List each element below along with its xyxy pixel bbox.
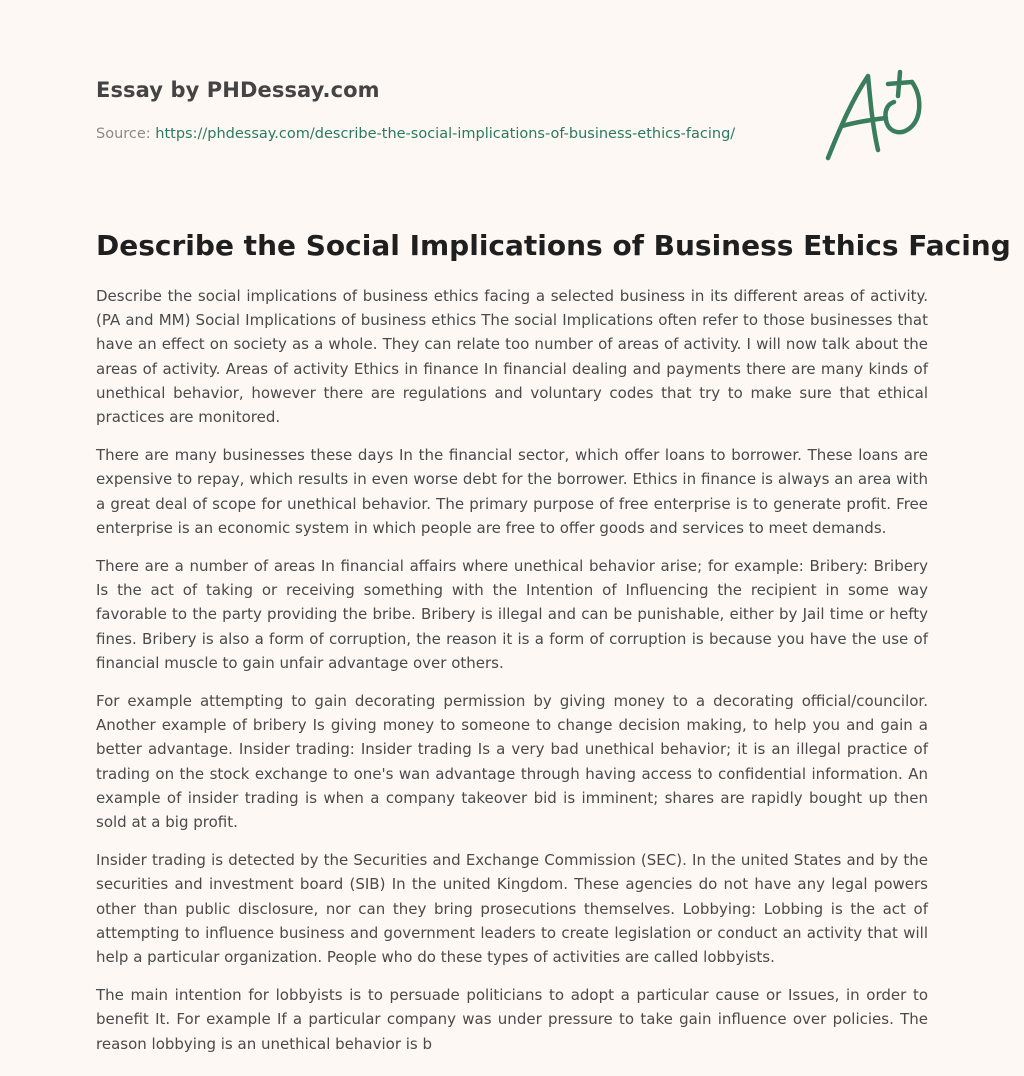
essay-paragraph: Describe the social implications of business ethics facing a selected business in its different areas of activity. (PA and MM) Social Implications of business ethics The social Implications often refer to those businesses that have an effect on society as a whole. They can relate too number of areas of activity. I will now talk about the areas of activity. Areas of activity Ethics in finance In financial dealing and payments there are many kinds of unethical behavior, however there are regulations and voluntary codes that try to make sure that ethical practices are monitored. xyxy=(96,287,928,427)
site-brand: Essay by PHDessay.com xyxy=(96,78,380,102)
source-link[interactable]: https://phdessay.com/describe-the-social-implications-of-business-ethics-facing/ xyxy=(155,126,736,142)
essay-body xyxy=(96,284,928,1070)
essay-paragraph: For example attempting to gain decorating permission by giving money to a decorating official/councilor. Another example of bribery Is giving money to someone to change decision making, to help you and gain a better advantage. Insider trading: Insider trading Is a very bad unethical behavior; it is an illegal practice of trading on the stock exchange to one's wan advantage through having access to confidential information. An example of insider trading is when a company takeover bid is imminent; shares are rapidly bought up then sold at a big profit. xyxy=(96,692,928,832)
a-plus-grade-logo-icon xyxy=(822,66,930,166)
source-line xyxy=(96,124,796,144)
source-label: Source: xyxy=(96,126,156,142)
essay-title: Describe the Social Implications of Business Ethics Facing xyxy=(96,229,1011,262)
essay-paragraph: There are many businesses these days In the financial sector, which offer loans to borrower. These loans are expensive to repay, which results in even worse debt for the borrower. Ethics in finance is always an area with a great deal of scope for unethical behavior. The primary purpose of free enterprise is to generate profit. Free enterprise is an economic system in which people are free to offer goods and services to meet demands. xyxy=(96,446,928,537)
essay-paragraph: The main intention for lobbyists is to persuade politicians to adopt a particular cause or Issues, in order to benefit It. For example If a particular company was under pressure to take gain influence over policies. The reason lobbying is an unethical behavior is b xyxy=(96,986,928,1053)
essay-paragraph: There are a number of areas In financial affairs where unethical behavior arise; for example: Bribery: Bribery Is the act of taking or receiving something with the Intention of Influencing the recipient in some way favorable to the party providing the bribe. Bribery is illegal and can be punishable, either by Jail time or hefty fines. Bribery is also a form of corruption, the reason it is a form of corruption is because you have the use of financial muscle to gain unfair advantage over others. xyxy=(96,557,928,672)
page-header xyxy=(96,74,796,144)
essay-paragraph: Insider trading is detected by the Securities and Exchange Commission (SEC). In the united States and by the securities and investment board (SIB) In the united Kingdom. These agencies do not have any legal powers other than public disclosure, nor can they bring prosecutions themselves. Lobbying: Lobbing is the act of attempting to influence business and government leaders to create legislation or conduct an activity that will help a particular organization. People who do these types of activities are called lobbyists. xyxy=(96,851,928,967)
